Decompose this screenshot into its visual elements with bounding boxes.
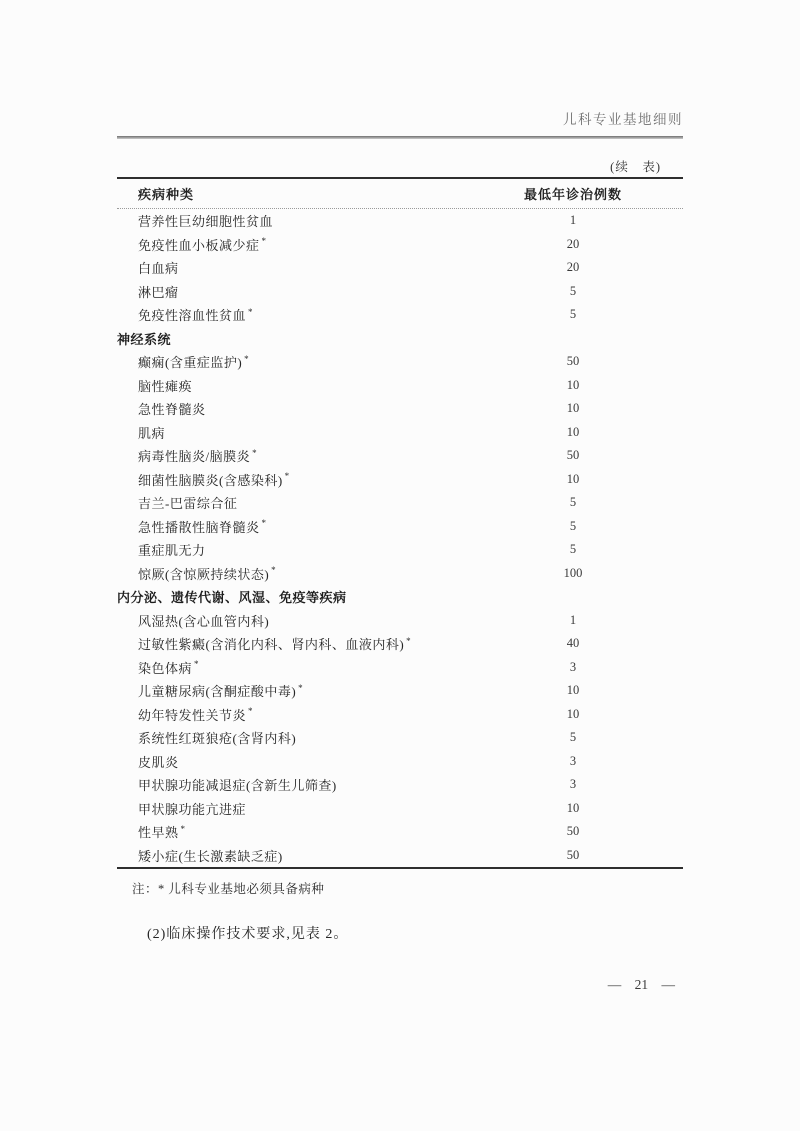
disease-name: 重症肌无力 [138,543,206,559]
case-count: 5 [569,542,577,557]
disease-name: 系统性红斑狼疮(含肾内科) [138,731,297,747]
running-header: 儿科专业基地细则 [563,112,683,127]
required-disease-asterisk: * [180,823,186,834]
table-row [117,609,683,633]
case-count: 50 [566,824,580,839]
table-section-row [117,585,683,609]
disease-name: 急性播散性脑脊髓炎 * [138,518,267,535]
disease-name: 急性脊髓炎 [138,402,206,418]
disease-name: 甲状腺功能减退症(含新生儿筛查) [138,778,337,794]
case-count: 100 [563,565,583,580]
table-row [117,468,683,492]
table-row [117,726,683,750]
table-row [117,820,683,844]
column-header-min-annual-cases: 最低年诊治例数 [523,187,622,202]
table-row [117,750,683,774]
case-count: 5 [569,518,577,533]
required-disease-asterisk: * [298,682,304,693]
footnote: 注：* 儿科专业基地必须具备病种 [132,882,325,896]
case-count: 50 [566,448,580,463]
required-disease-asterisk: * [284,471,290,482]
disease-name: 性早熟 * [138,823,186,841]
required-disease-asterisk: * [248,306,254,317]
disease-name: 白血病 [138,261,179,277]
required-disease-asterisk: * [261,236,267,247]
disease-name: 吉兰-巴雷综合征 [138,496,238,512]
disease-name: 营养性巨幼细胞性贫血 [138,214,274,230]
disease-name: 免疫性血小板减少症 * [138,236,267,253]
table-row [117,632,683,656]
required-disease-asterisk: * [248,706,254,717]
case-count: 5 [569,307,577,322]
case-count: 50 [566,354,580,369]
disease-name: 惊厥(含惊厥持续状态) * [138,565,277,582]
table-row [117,844,683,868]
case-count: 10 [566,377,580,392]
disease-name: 病毒性脑炎/脑膜炎 * [138,447,258,465]
table-row [117,515,683,539]
table-row [117,656,683,680]
case-count: 3 [569,777,577,792]
table-row [117,397,683,421]
case-count: 20 [566,236,580,251]
table-row [117,444,683,468]
disease-name: 矮小症(生长激素缺乏症) [138,848,283,864]
disease-name: 甲状腺功能亢进症 [138,801,247,817]
case-count: 10 [566,683,580,698]
case-count: 3 [569,753,577,768]
required-disease-asterisk: * [261,518,267,529]
case-count: 1 [569,213,577,228]
page-number: — 21 — [607,977,675,992]
disease-name: 神经系统 [117,331,172,347]
required-disease-asterisk: * [271,565,277,576]
case-count: 1 [569,612,577,627]
disease-name: 内分泌、遗传代谢、风湿、免疫等疾病 [117,590,347,606]
table-body [117,209,683,867]
case-count: 50 [566,847,580,862]
table-row [117,350,683,374]
case-count: 40 [566,636,580,651]
disease-table [117,177,683,869]
disease-name: 淋巴瘤 [138,284,179,300]
disease-name: 细菌性脑膜炎(含感染科) * [138,471,290,488]
table-row [117,797,683,821]
table-row [117,374,683,398]
required-disease-asterisk: * [406,635,412,646]
disease-name: 染色体病 * [138,659,200,676]
table-row [117,280,683,304]
case-count: 10 [566,706,580,721]
case-count: 10 [566,424,580,439]
required-disease-asterisk: * [252,447,258,458]
disease-name: 肌病 [138,425,166,441]
table-continuation-label: (续 表) [610,160,661,174]
required-disease-asterisk: * [244,353,250,364]
case-count: 3 [569,659,577,674]
table-row [117,562,683,586]
table-row [117,773,683,797]
table-row [117,703,683,727]
table-row [117,538,683,562]
case-count: 5 [569,495,577,510]
disease-name: 风湿热(含心血管内科) [138,613,270,629]
table-row [117,421,683,445]
table-header-row [117,179,683,209]
case-count: 5 [569,283,577,298]
disease-name: 幼年特发性关节炎 * [138,706,254,723]
body-paragraph: (2)临床操作技术要求,见表 2。 [147,927,349,942]
case-count: 10 [566,471,580,486]
case-count: 10 [566,800,580,815]
table-row [117,233,683,257]
table-row [117,303,683,327]
disease-name: 脑性瘫痪 [138,378,193,394]
disease-name: 过敏性紫癜(含消化内科、肾内科、血液内科) * [138,635,412,653]
header-rule [117,136,683,139]
table-row [117,491,683,515]
column-header-disease-type: 疾病种类 [138,187,195,202]
disease-name: 皮肌炎 [138,754,179,770]
disease-name: 免疫性溶血性贫血 * [138,306,254,324]
case-count: 10 [566,401,580,416]
required-disease-asterisk: * [194,659,200,670]
table-row [117,679,683,703]
disease-name: 儿童糖尿病(含酮症酸中毒) * [138,682,304,700]
table-section-row [117,327,683,351]
table-row [117,256,683,280]
disease-name: 癫痫(含重症监护) * [138,353,250,371]
table-row [117,209,683,233]
case-count: 5 [569,730,577,745]
case-count: 20 [566,260,580,275]
